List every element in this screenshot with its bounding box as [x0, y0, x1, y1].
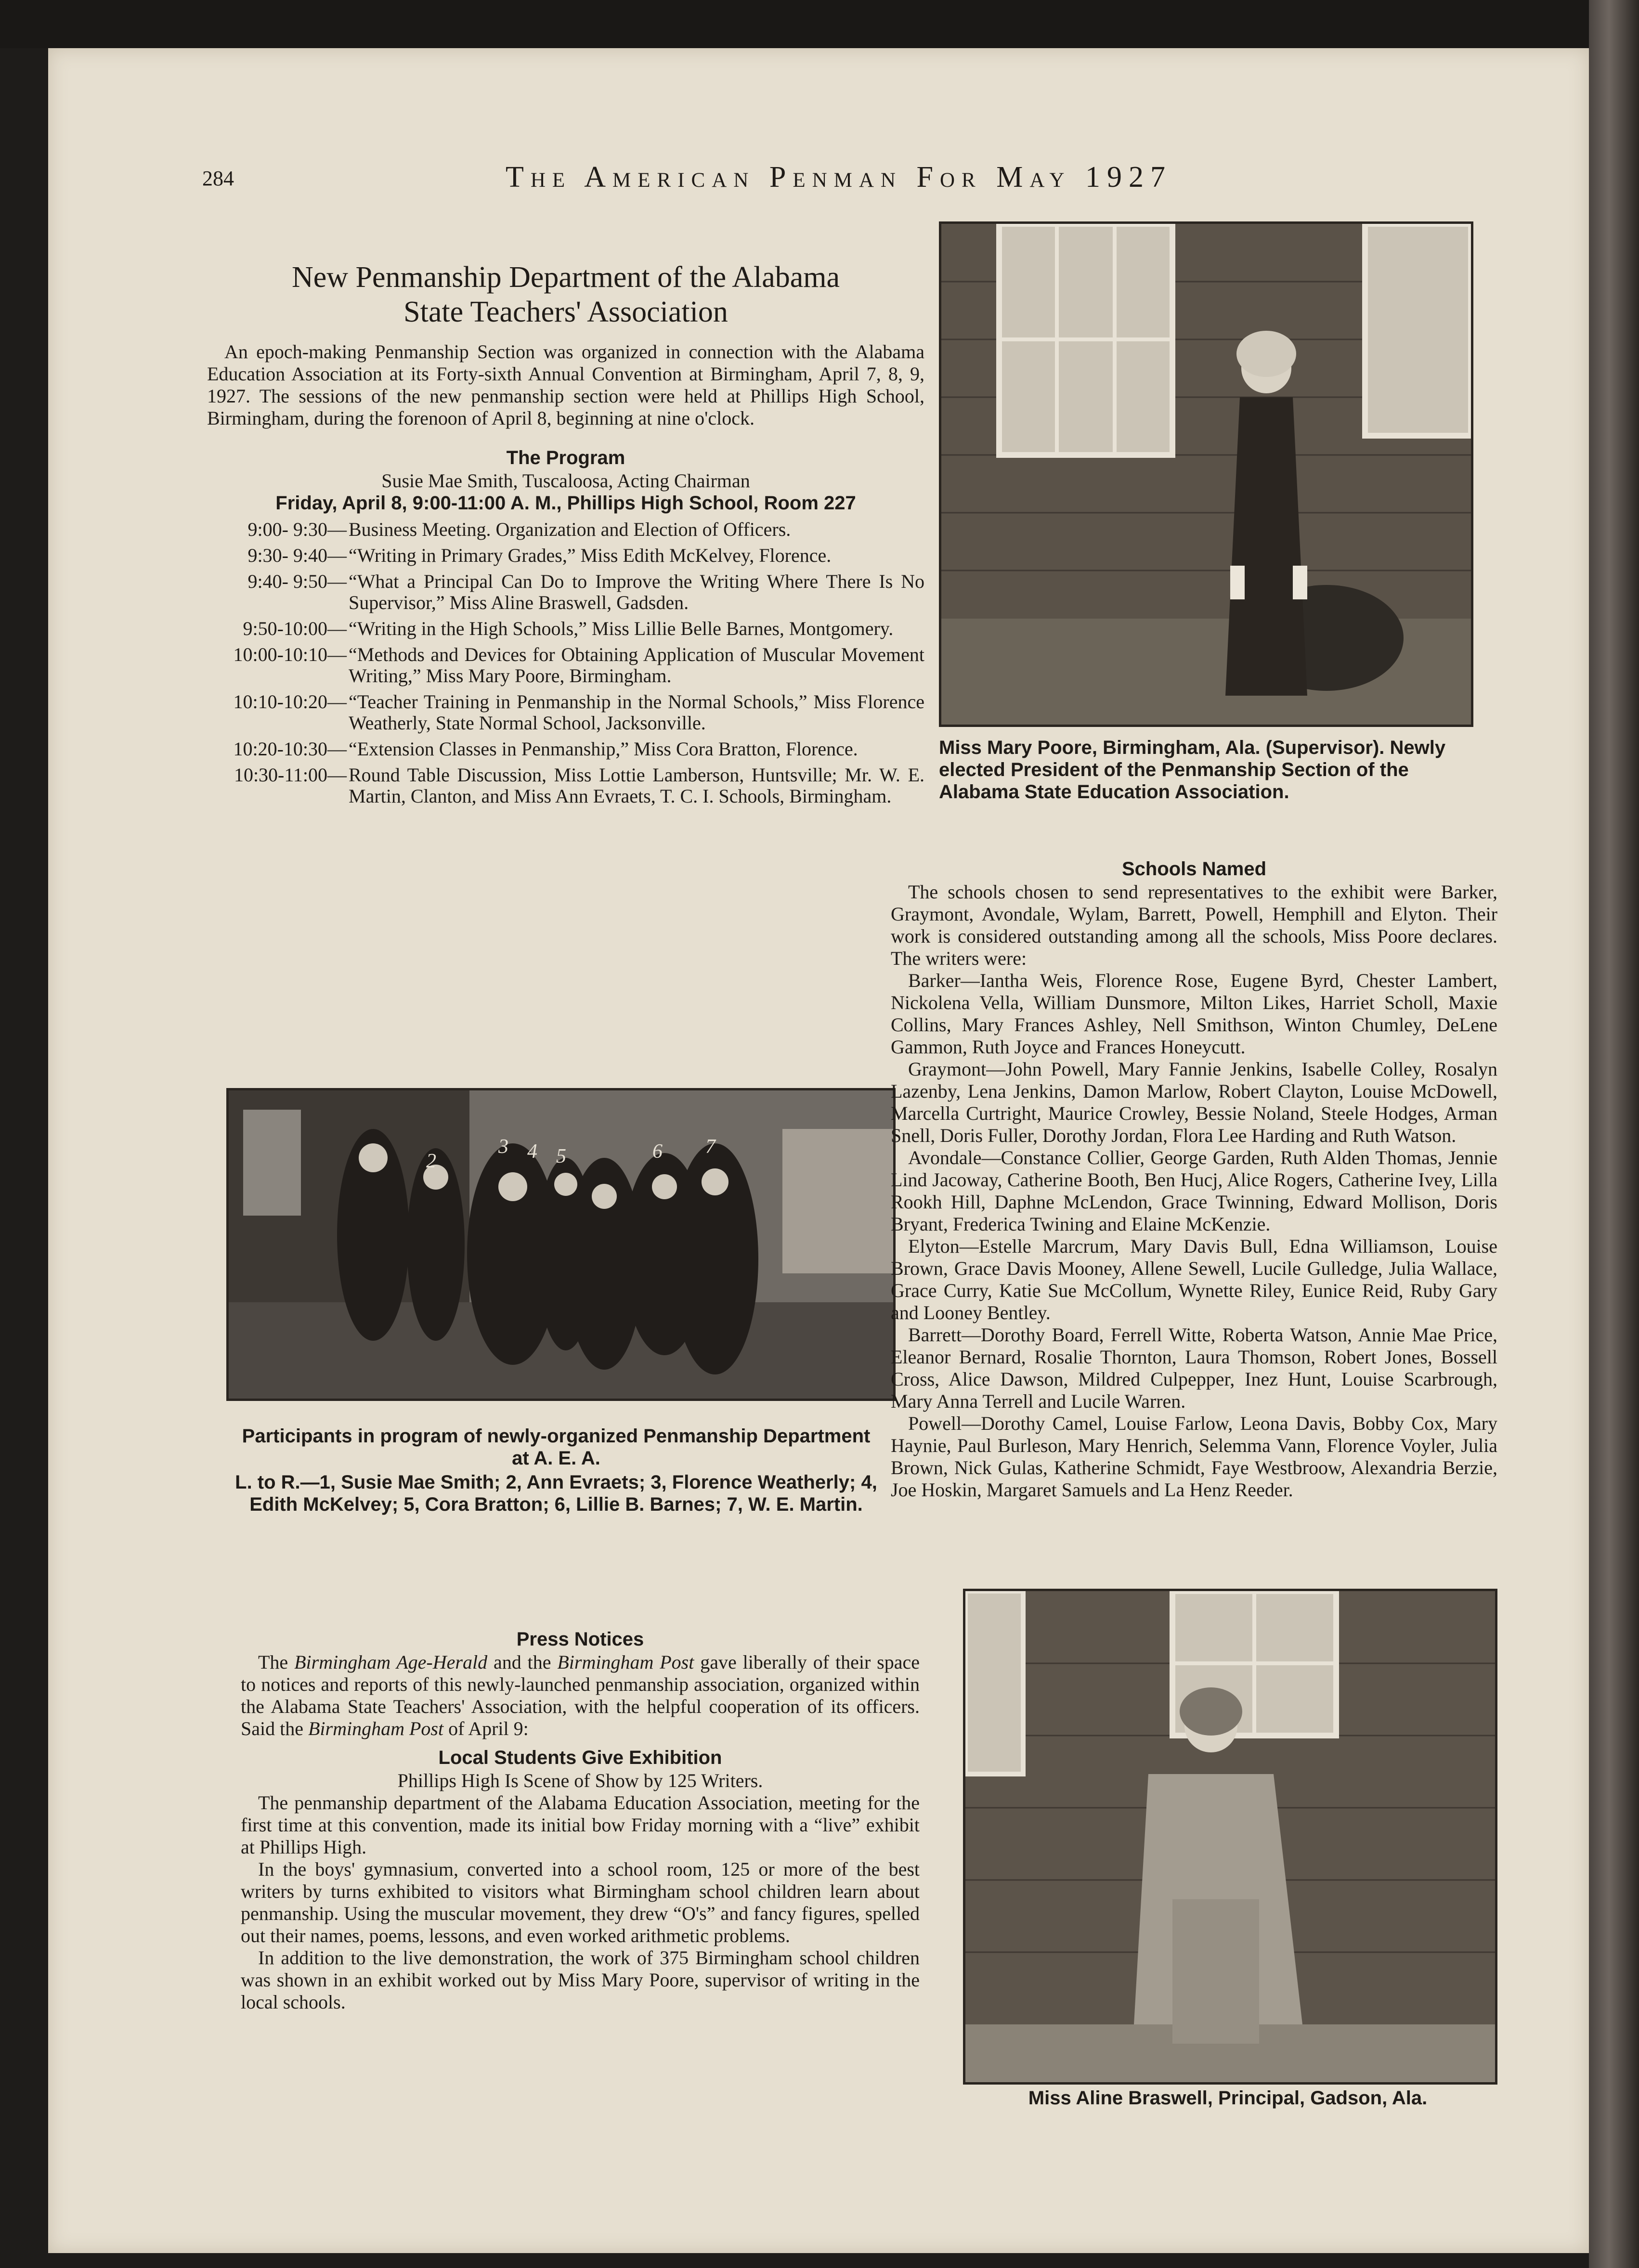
program-item-time: 10:10-10:20—: [233, 691, 347, 713]
schools-heading: Schools Named: [1121, 858, 1267, 880]
school-barker: Barker—Iantha Weis, Florence Rose, Eugene Byrd, Chester Lambert, Nickolena Vella, William Dunsmore, Milton Likes, Harriet Scholl, Maxie Collins, Mary Frances Ashley, Nell Smithson, Winton Chumley, DeLene Gammon, Ruth Joyce and Frances Honeycutt.: [891, 970, 1497, 1058]
program-item: [207, 765, 924, 807]
program-item: [207, 571, 924, 613]
program-item-text: Round Table Discussion, Miss Lottie Lamberson, Huntsville; Mr. W. E. Martin, Clanton, and Miss Ann Evraets, T. C. I. Schools, Birmingham.: [349, 764, 924, 807]
program-item-time: 10:30-11:00—: [234, 764, 347, 786]
press-text: gave liberally of their space to notices and reports of this newly-launched penmanship association, organized within the Alabama State Teachers' Association, with the helpful cooperation of its officers. Said the: [241, 1651, 920, 1739]
left-column: [207, 260, 924, 812]
exhibition-subline: Phillips High Is Scene of Show by 125 Writers.: [397, 1770, 763, 1791]
group-photo-caption-names: L. to R.—1, Susie Mae Smith; 2, Ann Evraets; 3, Florence Weatherly; 4, Edith McKelvey; 5, Cora Bratton; 6, Lillie B. Barnes; 7, W. E. Martin.: [235, 1472, 877, 1515]
program-item-time: 9:40- 9:50—: [247, 570, 347, 592]
school-avondale: Avondale—Constance Collier, George Garden, Ruth Alden Thomas, Jennie Lind Jacoway, Catherine Booth, Ben Hucj, Alice Rogers, Catherine Ivey, Lilla Rookh Hill, Daphne McLendon, Grace Twinning, Edward Mollison, Doris Bryant, Frederica Twining and Elaine McKenzie.: [891, 1147, 1497, 1235]
school-barrett: Barrett—Dorothy Board, Ferrell Witte, Roberta Watson, Annie Mae Price, Eleanor Bernard, Rosalie Thornton, Laura Thomson, Robert Jones, Bossell Cross, Alice Dawson, Mildred Culpepper, Inez Hunt, Louise Scarbrough, Mary Anna Terrell and Lucile Warren.: [891, 1324, 1497, 1412]
program-item-text: Business Meeting. Organization and Election of Officers.: [349, 518, 791, 540]
press-newspaper-name: Birmingham Post: [308, 1718, 444, 1739]
article-title-line2: State Teachers' Association: [403, 296, 728, 328]
poore-photo-caption: Miss Mary Poore, Birmingham, Ala. (Supervisor). Newly elected President of the Penmanship Section of the Alabama State Education Association.: [939, 737, 1446, 803]
schools-named: [891, 857, 1497, 1501]
press-paragraph-4: In addition to the live demonstration, the work of 375 Birmingham school children was shown in an exhibit worked out by Miss Mary Poore, supervisor of writing in the local schools.: [241, 1947, 920, 2013]
page-number: 284: [202, 167, 234, 190]
program-item-time: 10:00-10:10—: [233, 644, 347, 665]
book-spine: [1589, 0, 1639, 2268]
school-powell: Powell—Dorothy Camel, Louise Farlow, Leona Davis, Bobby Cox, Mary Haynie, Paul Burleson, Mary Henrich, Selemma Vann, Florence Voyler, Julia Brown, Nick Gulas, Katherine Schmidt, Faye Westbroow, Alexandria Berzie, Joe Hoskin, Margaret Samuels and La Henz Reeder.: [891, 1413, 1497, 1501]
program-list: [207, 519, 924, 807]
journal-title: The American Penman For May 1927: [506, 161, 1172, 194]
press-text: of April 9:: [443, 1718, 529, 1739]
scan-top-edge: [0, 0, 1589, 48]
press-newspaper-name: Birmingham Post: [557, 1651, 694, 1673]
exhibition-subheading: Local Students Give Exhibition: [438, 1747, 722, 1768]
article-title: [207, 260, 924, 329]
press-newspaper-name: Birmingham Age-Herald: [294, 1651, 488, 1673]
program-item-text: “Writing in Primary Grades,” Miss Edith McKelvey, Florence.: [349, 544, 832, 566]
press-paragraph-3: In the boys' gymnasium, converted into a school room, 125 or more of the best writers by turns exhibited to visitors what Birmingham school children learn about penmanship. Using the muscular movement, they drew “O's” and fancy figures, spelled out their names, poems, lessons, and even worked arithmetic problems.: [241, 1858, 920, 1946]
press-heading: Press Notices: [516, 1629, 644, 1650]
poore-photo: [939, 221, 1473, 727]
running-head: [202, 156, 1319, 200]
program-item: [207, 519, 924, 540]
program-heading: The Program: [506, 447, 625, 468]
press-notices: [241, 1627, 920, 2013]
schools-paragraph: The schools chosen to send representatives to the exhibit were Barker, Graymont, Avondale, Wylam, Barrett, Powell, Hemphill and Elyton. Their work is considered outstanding among all the schools, Miss Poore declares. The writers were:: [891, 881, 1497, 969]
braswell-photo-caption: Miss Aline Braswell, Principal, Gadson, Ala.: [1028, 2087, 1428, 2109]
program-item-time: 10:20-10:30—: [233, 738, 347, 760]
press-paragraph-1: [241, 1651, 920, 1740]
program-item: [207, 545, 924, 566]
program-item-text: “Teacher Training in Penmanship in the Normal Schools,” Miss Florence Weatherly, State Normal School, Jacksonville.: [349, 691, 924, 734]
braswell-photo-image: [965, 1591, 1495, 2082]
poore-photo-image: [941, 224, 1471, 725]
program-item-text: “Extension Classes in Penmanship,” Miss Cora Bratton, Florence.: [349, 738, 858, 760]
program-item: [207, 618, 924, 639]
program-item-time: 9:00- 9:30—: [247, 518, 347, 540]
photo-number: 5: [556, 1145, 566, 1167]
program-item: [207, 691, 924, 734]
program-item-time: 9:30- 9:40—: [247, 544, 347, 566]
program-item-text: “Writing in the High Schools,” Miss Lillie Belle Barnes, Montgomery.: [349, 618, 894, 639]
intro-paragraph: An epoch-making Penmanship Section was organized in connection with the Alabama Education Association at its Forty-sixth Annual Convention at Birmingham, April 7, 8, 9, 1927. The sessions of the new penmanship section were held at Phillips High School, Birmingham, during the forenoon of April 8, beginning at nine o'clock.: [207, 341, 924, 429]
program-session: Friday, April 8, 9:00-11:00 A. M., Phillips High School, Room 227: [275, 492, 856, 514]
photo-number: 6: [652, 1140, 663, 1163]
school-graymont: Graymont—John Powell, Mary Fannie Jenkins, Isabelle Colley, Rosalyn Lazenby, Lena Jenkins, Damon Marlow, Robert Clayton, Louise McDowell, Marcella Curtright, Maurice Crowley, Bessie Noland, Steele Hodges, Arman Snell, Doris Fuller, Dorothy Jordan, Flora Lee Harding and Ruth Watson.: [891, 1058, 1497, 1146]
group-photo-caption: [231, 1425, 881, 1516]
group-photo-caption-title: Participants in program of newly-organized Penmanship Department at A. E. A.: [242, 1426, 871, 1469]
photo-number: 7: [705, 1136, 715, 1158]
photo-number: 3: [498, 1136, 508, 1158]
press-text: The: [258, 1651, 295, 1673]
program-item: [207, 644, 924, 687]
magazine-page: [48, 48, 1589, 2253]
press-paragraph-2: The penmanship department of the Alabama Education Association, meeting for the first time at this convention, made its initial bow Friday morning with a “live” exhibit at Phillips High.: [241, 1792, 920, 1858]
program-item-text: “What a Principal Can Do to Improve the Writing Where There Is No Supervisor,” Miss Aline Braswell, Gadsden.: [349, 570, 924, 613]
press-text: and the: [487, 1651, 558, 1673]
braswell-photo: [963, 1589, 1497, 2085]
program-item-text: “Methods and Devices for Obtaining Application of Muscular Movement Writing,” Miss Mary Poore, Birmingham.: [349, 644, 924, 687]
photo-number: 4: [527, 1140, 537, 1163]
program-chairman: Susie Mae Smith, Tuscaloosa, Acting Chairman: [381, 470, 750, 492]
article-title-line1: New Penmanship Department of the Alabama: [291, 261, 840, 294]
photo-number: 2: [426, 1150, 436, 1172]
program-item-time: 9:50-10:00—: [243, 618, 347, 639]
program-item: [207, 739, 924, 760]
school-elyton: Elyton—Estelle Marcrum, Mary Davis Bull, Edna Williamson, Louise Brown, Grace Davis Mooney, Allene Sewell, Lucile Gulledge, Julia Wallace, Grace Curry, Katie Sue McCollum, Wynette Riley, Eunice Reid, Ruby Gary and Looney Bentley.: [891, 1235, 1497, 1323]
group-photo-image: [229, 1090, 893, 1399]
group-photo: [226, 1088, 896, 1401]
